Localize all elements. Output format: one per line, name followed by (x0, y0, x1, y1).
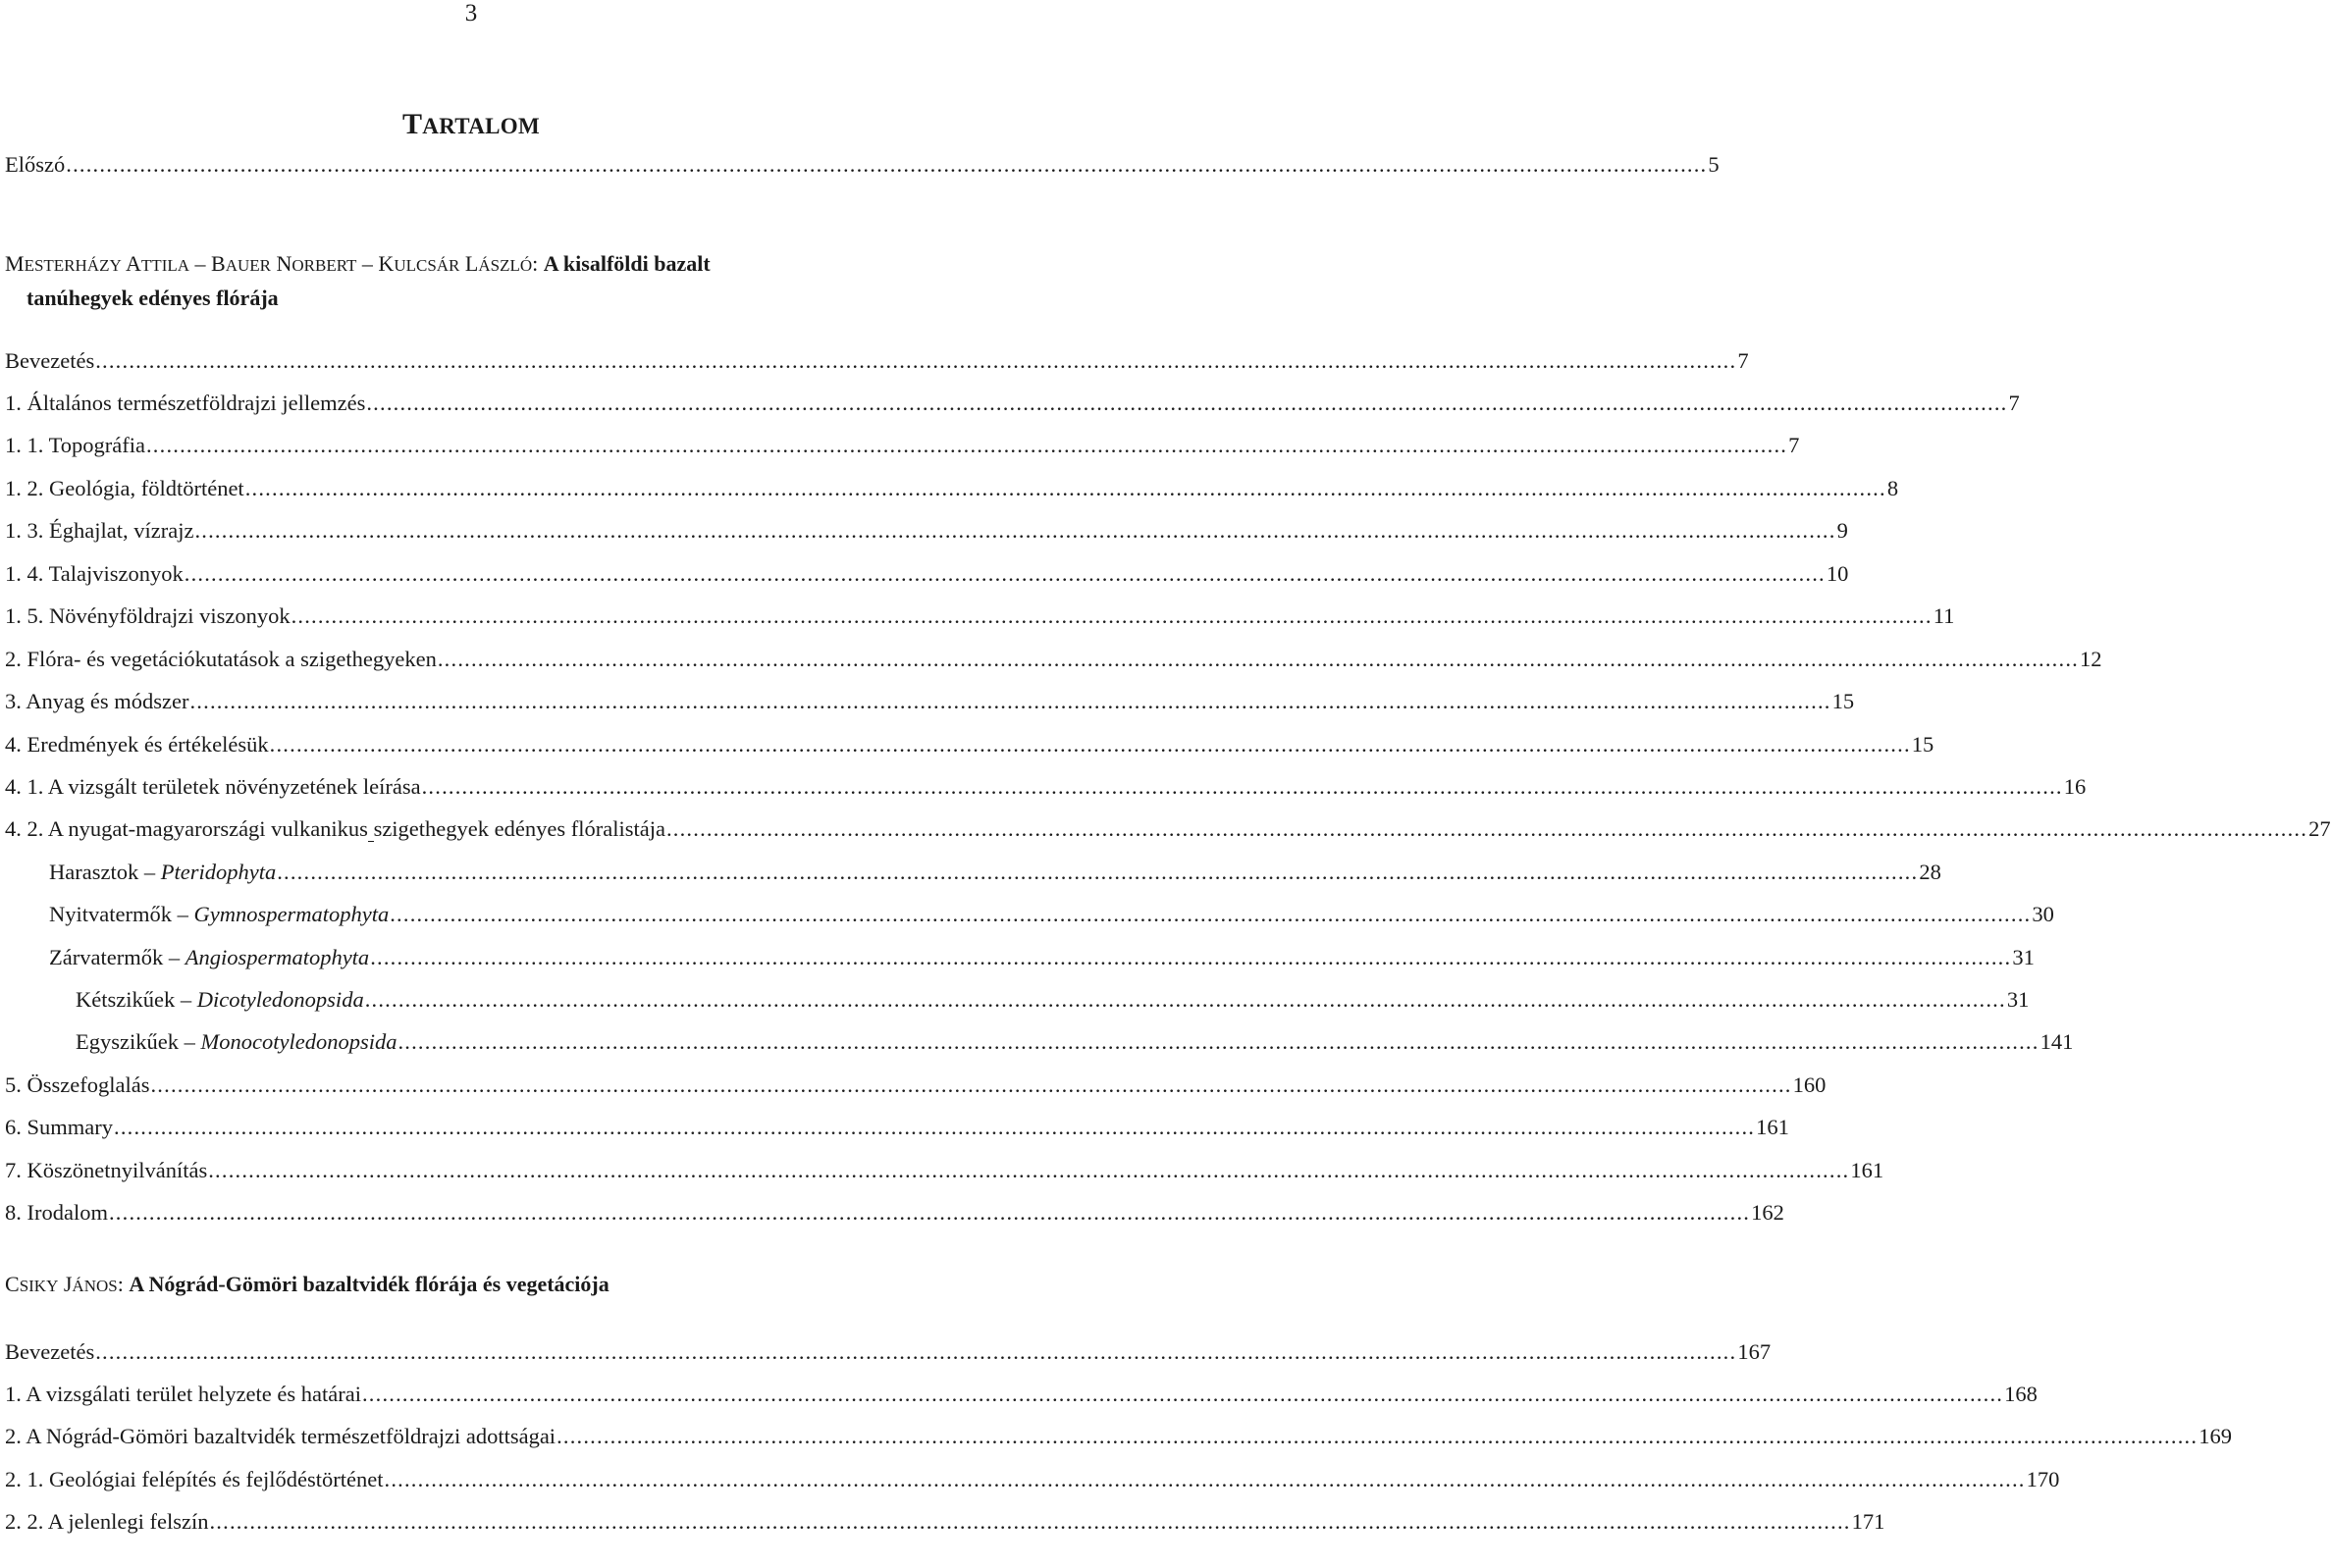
toc-entry-text: Zárvatermők – Angiospermatophyta (49, 945, 370, 969)
leader-dots: ..................................................................................................................................................................................................................................................... (366, 391, 2008, 415)
toc-page-number: 169 (2199, 1424, 2232, 1448)
toc-entry-text: 5. Összefoglalás (5, 1072, 150, 1097)
leader-dots: ..................................................................................................................................................................................................................................................... (437, 647, 2079, 671)
author-1: CSIKY JÁNOS (5, 1272, 118, 1296)
toc-entry-text: 4. 1. A vizsgált területek növényzetének leírása (5, 774, 421, 799)
toc-page-number: 167 (1737, 1339, 1772, 1364)
toc-page-number: 10 (1826, 561, 1849, 586)
leader-dots: ..................................................................................................................................................................................................................................................... (189, 689, 1831, 713)
toc-entry[interactable] (5, 1071, 1827, 1100)
toc-entry-text: 2. 1. Geológiai felépítés és fejlődéstörténet (5, 1467, 384, 1491)
toc-entry-text: 3. Anyag és módszer (5, 689, 189, 713)
section-title: A Nógrád-Gömöri bazaltvidék flórája és vegetációja (129, 1272, 609, 1296)
leader-dots: ..................................................................................................................................................................................................................................................... (665, 816, 2308, 841)
toc-entry[interactable] (5, 474, 1899, 503)
toc-entry[interactable] (5, 645, 2102, 674)
leader-dots: ..................................................................................................................................................................................................................................................... (209, 1509, 1851, 1534)
toc-page-number: 15 (1911, 732, 1934, 757)
toc-entry-text: 1. A vizsgálati terület helyzete és határai (5, 1382, 361, 1406)
toc-entry[interactable] (5, 389, 2020, 418)
toc-page-number: 171 (1851, 1509, 1885, 1534)
toc-entry-text: Harasztok – Pteridophyta (49, 860, 277, 884)
leader-dots: ..................................................................................................................................................................................................................................................... (66, 152, 1708, 177)
leader-dots: ..................................................................................................................................................................................................................................................... (208, 1158, 1850, 1182)
toc-entry[interactable] (5, 1198, 1784, 1228)
toc-entry-foreword[interactable] (5, 150, 1720, 180)
leader-dots: ..................................................................................................................................................................................................................................................... (361, 1382, 2004, 1406)
leader-dots: ..................................................................................................................................................................................................................................................... (269, 732, 1911, 757)
toc-entry-text: 7. Köszönetnyilvánítás (5, 1158, 208, 1182)
toc-entry-text: 1. Általános természetföldrajzi jellemzés (5, 391, 366, 415)
toc-entry[interactable] (5, 516, 1848, 546)
author-1: MESTERHÁZY ATTILA (5, 251, 190, 276)
section-title-cont: tanúhegyek edényes flórája (26, 286, 279, 310)
leader-dots: ..................................................................................................................................................................................................................................................... (277, 860, 1919, 884)
toc-entry[interactable] (49, 900, 2054, 929)
toc-page-number: 28 (1919, 860, 1941, 884)
toc-page-number: 8 (1886, 476, 1899, 500)
leader-dots: ..................................................................................................................................................................................................................................................... (114, 1115, 1756, 1139)
leader-dots: ..................................................................................................................................................................................................................................................... (184, 561, 1826, 586)
toc-entry-text: Bevezetés (5, 1339, 95, 1364)
leader-dots: ..................................................................................................................................................................................................................................................... (145, 433, 1788, 457)
toc-entry[interactable] (5, 1337, 1772, 1367)
toc-page-number: 141 (2040, 1029, 2074, 1054)
toc-entry-text: Egyszikűek – Monocotyledonopsida (76, 1029, 397, 1054)
toc-entry-text: Nyitvatermők – Gymnospermatophyta (49, 902, 390, 926)
toc-page-number: 15 (1831, 689, 1855, 713)
toc-page-number: 161 (1756, 1115, 1789, 1139)
toc-entry[interactable] (5, 730, 1934, 759)
toc-page-number: 31 (2012, 945, 2035, 969)
toc-page-number: 161 (1850, 1158, 1884, 1182)
toc-page-number: 31 (2006, 987, 2030, 1012)
toc-entry[interactable] (5, 431, 1800, 460)
toc-entry[interactable] (5, 1465, 2060, 1494)
toc-entry[interactable] (5, 1422, 2232, 1451)
toc-entry[interactable] (5, 1156, 1884, 1185)
toc-page-number: 170 (2026, 1467, 2060, 1491)
toc-page-number: 27 (2308, 816, 2331, 841)
toc-entry-text: Előszó (5, 152, 66, 177)
section-heading-1: MESTERHÁZY ATTILA – BAUER NORBERT – KULCSÁR LÁSZLÓ: A kisalföldi bazalt tanúhegyek edényes flórája (5, 251, 711, 310)
toc-page-number: 168 (2004, 1382, 2038, 1406)
toc-page-number: 162 (1751, 1200, 1784, 1225)
toc-page-number: 7 (2008, 391, 2020, 415)
toc-page-number: 9 (1836, 518, 1848, 543)
leader-dots: ..................................................................................................................................................................................................................................................... (150, 1072, 1792, 1097)
section-title: A kisalföldi bazalt (543, 251, 711, 276)
section-heading-2: CSIKY JÁNOS: A Nógrád-Gömöri bazaltvidék flórája és vegetációja (5, 1272, 609, 1296)
toc-entry-text: Kétszikűek – Dicotyledonopsida (76, 987, 364, 1012)
toc-entry[interactable] (76, 985, 2030, 1015)
toc-entry-text: 4. Eredmények és értékelésük (5, 732, 269, 757)
author-3: KULCSÁR LÁSZLÓ (378, 251, 533, 276)
toc-entry[interactable] (5, 559, 1849, 589)
leader-dots: ..................................................................................................................................................................................................................................................... (390, 902, 2032, 926)
toc-entry[interactable] (5, 687, 1855, 716)
toc-entry-text: 1. 3. Éghajlat, vízrajz (5, 518, 194, 543)
toc-entry-text: Bevezetés (5, 348, 95, 373)
toc-page-number: 7 (1737, 348, 1749, 373)
toc-entry[interactable] (5, 346, 1749, 376)
leader-dots: ..................................................................................................................................................................................................................................................... (108, 1200, 1751, 1225)
toc-entry[interactable] (49, 943, 2035, 972)
toc-entry-text: 4. 2. A nyugat-magyarországi vulkanikus szigethegyek edényes flóralistája (5, 816, 665, 841)
leader-dots: ..................................................................................................................................................................................................................................................... (370, 945, 2012, 969)
toc-entry-text: 1. 4. Talajviszonyok (5, 561, 184, 586)
toc-entry-text: 1. 5. Növényföldrajzi viszonyok (5, 603, 291, 628)
leader-dots: ..................................................................................................................................................................................................................................................... (244, 476, 1886, 500)
toc-entry[interactable] (5, 601, 1955, 631)
leader-dots: ..................................................................................................................................................................................................................................................... (194, 518, 1836, 543)
toc-entry[interactable] (76, 1027, 2074, 1057)
page-number: 3 (464, 0, 478, 26)
leader-dots: ..................................................................................................................................................................................................................................................... (421, 774, 2063, 799)
toc-entry-text: 1. 2. Geológia, földtörténet (5, 476, 244, 500)
toc-entry[interactable] (49, 858, 1941, 887)
toc-entry[interactable] (5, 1380, 2038, 1409)
toc-page-number: 5 (1708, 152, 1720, 177)
leader-dots: ..................................................................................................................................................................................................................................................... (364, 987, 2006, 1012)
leader-dots: ..................................................................................................................................................................................................................................................... (397, 1029, 2040, 1054)
leader-dots: ..................................................................................................................................................................................................................................................... (384, 1467, 2026, 1491)
toc-entry[interactable] (5, 1113, 1789, 1142)
toc-entry-text: 8. Irodalom (5, 1200, 108, 1225)
page-title: TARTALOM (401, 108, 540, 140)
toc-page-number: 30 (2032, 902, 2054, 926)
toc-entry-text: 2. Flóra- és vegetációkutatások a szigethegyeken (5, 647, 437, 671)
toc-entry-text: 2. 2. A jelenlegi felszín (5, 1509, 209, 1534)
toc-page-number: 160 (1792, 1072, 1827, 1097)
toc-entry-text: 1. 1. Topográfia (5, 433, 145, 457)
toc-entry[interactable] (5, 814, 2331, 844)
toc-entry[interactable] (5, 772, 2087, 802)
author-2: BAUER NORBERT (211, 251, 357, 276)
toc-page-number: 16 (2063, 774, 2087, 799)
toc-page-number: 11 (1933, 603, 1955, 628)
toc-entry[interactable] (5, 1507, 1885, 1537)
toc-entry-text: 2. A Nógrád-Gömöri bazaltvidék természetföldrajzi adottságai (5, 1424, 556, 1448)
toc-entry-text: 6. Summary (5, 1115, 113, 1139)
leader-dots: ..................................................................................................................................................................................................................................................... (95, 1339, 1737, 1364)
leader-dots: ..................................................................................................................................................................................................................................................... (291, 603, 1933, 628)
leader-dots: ..................................................................................................................................................................................................................................................... (95, 348, 1737, 373)
leader-dots: ..................................................................................................................................................................................................................................................... (556, 1424, 2199, 1448)
toc-page-number: 7 (1788, 433, 1800, 457)
toc-page-number: 12 (2079, 647, 2102, 671)
